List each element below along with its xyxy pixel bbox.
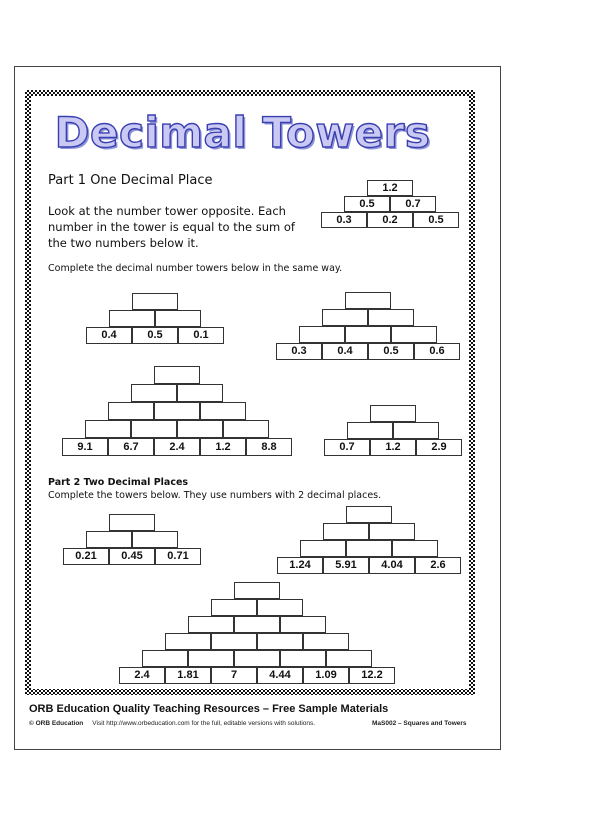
tower-a-base-cell: 0.4 [86,327,132,344]
tower-c-answer-cell[interactable] [154,402,200,420]
tower-c-answer-cell[interactable] [177,420,223,438]
tower-c-answer-cell[interactable] [108,402,154,420]
tower-c-answer-cell[interactable] [177,384,223,402]
tower-f-answer-cell[interactable] [323,523,369,540]
example-cell: 0.5 [344,196,390,212]
footer-copyright: © ORB Education [29,720,84,727]
tower-g-answer-cell[interactable] [234,616,280,633]
tower-g-answer-cell[interactable] [211,599,257,616]
footer-left [29,720,315,727]
tower-e-base-cell: 0.21 [63,548,109,565]
tower-c-answer-cell[interactable] [131,420,177,438]
tower-f-answer-cell[interactable] [300,540,346,557]
tower-g-answer-cell[interactable] [280,650,326,667]
tower-g-base-cell: 12.2 [349,667,395,684]
tower-a-answer-cell[interactable] [132,293,178,310]
tower-f-base-cell: 5.91 [323,557,369,574]
tower-e-answer-cell[interactable] [86,531,132,548]
tower-g-answer-cell[interactable] [257,633,303,650]
part1-intro: Look at the number tower opposite. Each number in the tower is equal to the sum of the two numbers below it. [48,204,295,250]
example-cell: 0.7 [390,196,436,212]
part2-instruction: Complete the towers below. They use numbers with 2 decimal places. [48,490,382,501]
tower-g-answer-cell[interactable] [211,633,257,650]
tower-b-answer-cell[interactable] [322,309,368,326]
tower-c-base-cell: 2.4 [154,438,200,456]
tower-c-base-cell: 9.1 [62,438,108,456]
tower-c-answer-cell[interactable] [85,420,131,438]
tower-g-answer-cell[interactable] [234,582,280,599]
tower-a-base-cell: 0.1 [178,327,224,344]
tower-g-answer-cell[interactable] [165,633,211,650]
tower-c-answer-cell[interactable] [154,366,200,384]
tower-g-base-cell: 1.09 [303,667,349,684]
tower-c-base-cell: 8.8 [246,438,292,456]
example-cell: 0.2 [367,212,413,228]
tower-b-answer-cell[interactable] [299,326,345,343]
tower-g-answer-cell[interactable] [188,616,234,633]
tower-a-answer-cell[interactable] [155,310,201,327]
tower-f-base-cell: 2.6 [415,557,461,574]
tower-f-answer-cell[interactable] [369,523,415,540]
tower-g-answer-cell[interactable] [326,650,372,667]
tower-f-answer-cell[interactable] [392,540,438,557]
tower-g-answer-cell[interactable] [257,599,303,616]
tower-d-answer-cell[interactable] [347,422,393,439]
tower-d-answer-cell[interactable] [393,422,439,439]
footer-visit: Visit http://www.orbeducation.com for the full, editable versions with solutions. [92,720,316,727]
tower-c-base-cell: 1.2 [200,438,246,456]
tower-g-answer-cell[interactable] [234,650,280,667]
tower-g-base-cell: 1.81 [165,667,211,684]
tower-e-base-cell: 0.71 [155,548,201,565]
tower-a-answer-cell[interactable] [109,310,155,327]
part1-instruction: Complete the decimal number towers below in the same way. [48,263,343,274]
example-cell: 0.5 [413,212,459,228]
part2-heading: Part 2 Two Decimal Places [48,477,189,488]
tower-e-base-cell: 0.45 [109,548,155,565]
tower-b-answer-cell[interactable] [391,326,437,343]
tower-c-answer-cell[interactable] [131,384,177,402]
tower-g-base-cell: 2.4 [119,667,165,684]
tower-c-answer-cell[interactable] [223,420,269,438]
tower-c-answer-cell[interactable] [200,402,246,420]
tower-e-answer-cell[interactable] [132,531,178,548]
tower-d-answer-cell[interactable] [370,405,416,422]
tower-a-base-cell: 0.5 [132,327,178,344]
tower-g-base-cell: 4.44 [257,667,303,684]
tower-g-answer-cell[interactable] [188,650,234,667]
tower-g-answer-cell[interactable] [303,633,349,650]
tower-b-answer-cell[interactable] [345,292,391,309]
tower-d-base-cell: 2.9 [416,439,462,456]
footer-code: MaS002 – Squares and Towers [372,720,467,727]
tower-f-answer-cell[interactable] [346,506,392,523]
tower-b-answer-cell[interactable] [345,326,391,343]
tower-f-base-cell: 1.24 [277,557,323,574]
example-cell: 0.3 [321,212,367,228]
tower-g-answer-cell[interactable] [280,616,326,633]
tower-g-base-cell: 7 [211,667,257,684]
tower-b-answer-cell[interactable] [368,309,414,326]
part1-heading: Part 1 One Decimal Place [48,173,213,188]
page-title: Decimal Towers [54,108,431,157]
tower-d-base-cell: 0.7 [324,439,370,456]
example-cell: 1.2 [367,180,413,196]
tower-b-base-cell: 0.3 [276,343,322,360]
tower-g-answer-cell[interactable] [142,650,188,667]
tower-f-base-cell: 4.04 [369,557,415,574]
tower-f-answer-cell[interactable] [346,540,392,557]
footer-title: ORB Education Quality Teaching Resources – Free Sample Materials [29,703,389,715]
tower-c-base-cell: 6.7 [108,438,154,456]
tower-b-base-cell: 0.4 [322,343,368,360]
tower-e-answer-cell[interactable] [109,514,155,531]
tower-b-base-cell: 0.6 [414,343,460,360]
tower-b-base-cell: 0.5 [368,343,414,360]
tower-d-base-cell: 1.2 [370,439,416,456]
